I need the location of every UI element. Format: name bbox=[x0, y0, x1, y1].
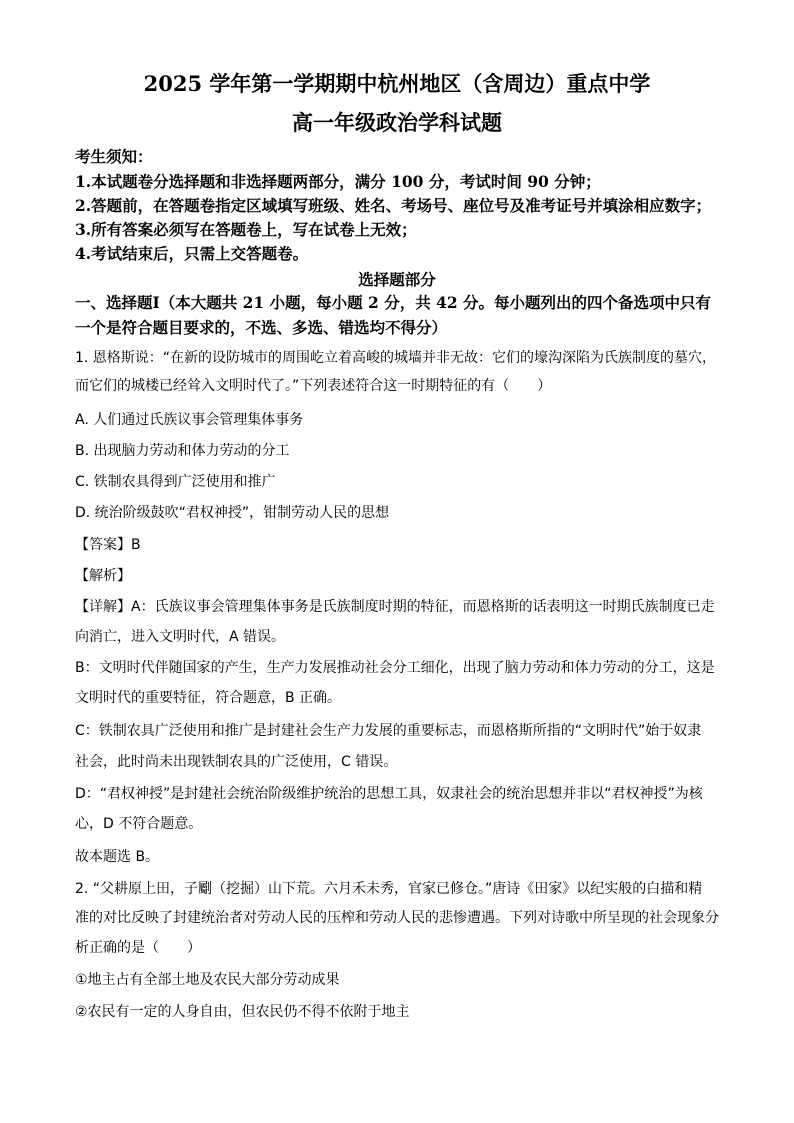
question-2-statement-2: ②农民有一定的人身自由，但农民仍不得不依附于地主 bbox=[75, 1004, 410, 1020]
question-1-stem-line: 1. 恩格斯说：“在新的设防城市的周围屹立着高峻的城墙并非无故：它们的壕沟深陷为氏族制度的墓穴， bbox=[75, 350, 717, 366]
question-1-detail-line: 【详解】A：氏族议事会管理集体事务是氏族制度时期的特征，而恩格斯的话表明这一时期氏族制度已走 bbox=[75, 599, 715, 615]
question-1-analysis-label: 【解析】 bbox=[75, 568, 131, 584]
notice-item: 3.所有答案必须写在答题卷上，写在试卷上无效； bbox=[75, 220, 417, 239]
question-1-answer: 【答案】B bbox=[75, 537, 141, 553]
question-1-option-a: A. 人们通过氏族议事会管理集体事务 bbox=[75, 412, 304, 428]
question-2-stem-line: 准的对比反映了封建统治者对劳动人民的压榨和劳动人民的悲惨遭遇。下列对诗歌中所呈现的社会现象分 bbox=[75, 910, 719, 926]
question-1-detail-line: B：文明时代伴随国家的产生，生产力发展推动社会分工细化，出现了脑力劳动和体力劳动的分工，这是 bbox=[75, 660, 715, 676]
question-1-detail-line: 社会，此时尚未出现铁制农具的广泛使用，C 错误。 bbox=[75, 754, 398, 770]
question-2-stem-line: 析正确的是（ ） bbox=[75, 940, 201, 956]
question-1-detail-line: 文明时代的重要特征，符合题意，B 正确。 bbox=[75, 690, 342, 706]
question-1-option-d: D. 统治阶级鼓吹“君权神授”，钳制劳动人民的思想 bbox=[75, 505, 390, 521]
question-1-conclusion: 故本题选 B。 bbox=[75, 849, 160, 865]
section-heading-line: 一个是符合题目要求的，不选、多选、错选均不得分） bbox=[75, 318, 448, 337]
question-1-detail-line: 向消亡，进入文明时代，A 错误。 bbox=[75, 629, 286, 645]
question-1-option-c: C. 铁制农具得到广泛使用和推广 bbox=[75, 474, 276, 490]
question-1-detail-line: D：“君权神授”是封建社会统治阶级维护统治的思想工具，奴隶社会的统治思想并非以“君权神授”为核 bbox=[75, 786, 703, 802]
question-1-detail-line: 心，D 不符合题意。 bbox=[75, 816, 203, 832]
question-1-stem-line: 而它们的城楼已经耸入文明时代了。”下列表述符合这一时期特征的有（ ） bbox=[75, 378, 552, 394]
question-1-detail-line: C：铁制农具广泛使用和推广是封建社会生产力发展的重要标志，而恩格斯所指的“文明时代”始于奴隶 bbox=[75, 723, 702, 739]
question-1-option-b: B. 出现脑力劳动和体力劳动的分工 bbox=[75, 443, 290, 459]
section-heading-line: 一、选择题Ⅰ（本大题共 21 小题，每小题 2 分，共 42 分。每小题列出的四个备选项中只有 bbox=[75, 293, 712, 312]
exam-title: 2025 学年第一学期期中杭州地区（含周边）重点中学 bbox=[143, 71, 651, 96]
notice-item: 2.答题前，在答题卷指定区域填写班级、姓名、考场号、座位号及准考证号并填涂相应数字； bbox=[75, 196, 712, 215]
question-2-stem-line: 2. “父耕原上田，子劚（挖掘）山下荒。六月禾未秀，官家已修仓。”唐诗《田家》以纪实般的白描和精 bbox=[75, 881, 703, 897]
notice-heading: 考生须知： bbox=[75, 147, 153, 166]
notice-item: 1.本试题卷分选择题和非选择题两部分，满分 100 分，考试时间 90 分钟； bbox=[75, 172, 601, 191]
exam-subtitle: 高一年级政治学科试题 bbox=[292, 110, 502, 135]
section-title: 选择题部分 bbox=[358, 270, 436, 289]
notice-item: 4.考试结束后，只需上交答题卷。 bbox=[75, 244, 309, 263]
question-2-statement-1: ①地主占有全部土地及农民大部分劳动成果 bbox=[75, 972, 340, 988]
